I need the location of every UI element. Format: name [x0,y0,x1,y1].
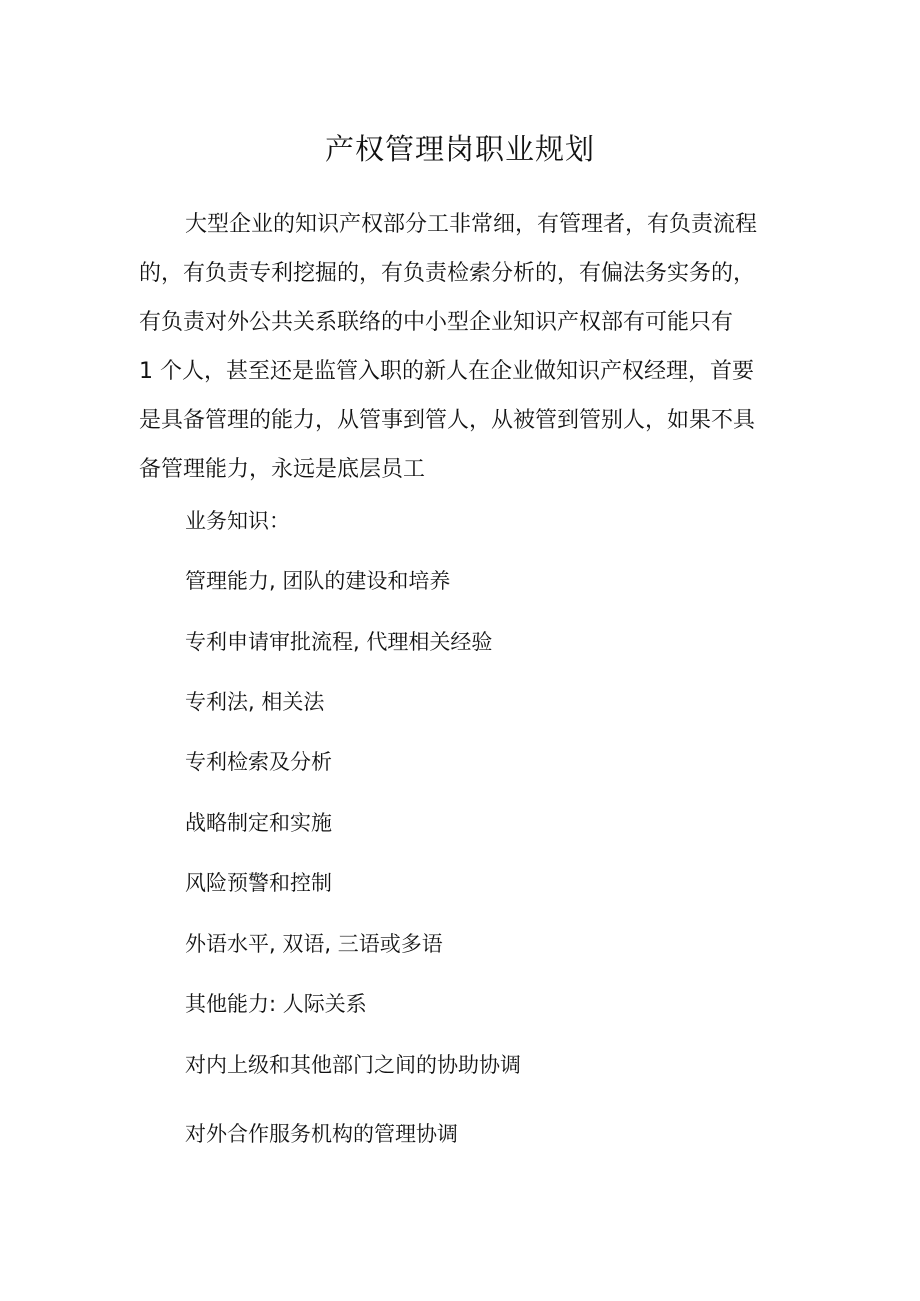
document-title: 产权管理岗职业规划 [324,132,595,166]
intro-line: 大型企业的知识产权部分工非常细，有管理者，有负责流程 [185,212,758,237]
list-item: 风险预警和控制 [185,871,332,895]
list-item: 管理能力, 团队的建设和培养 [185,569,451,593]
list-item: 专利法, 相关法 [185,690,325,714]
list-item: 其他能力: 人际关系 [185,992,367,1016]
list-item: 业务知识： [185,509,290,533]
intro-paragraph [139,200,799,494]
list-item: 对内上级和其他部门之间的协助协调 [185,1053,521,1077]
list-item: 战略制定和实施 [185,811,332,835]
intro-line: 1 个人，甚至还是监管入职的新人在企业做知识产权经理，首要 [139,359,754,384]
intro-line: 有负责对外公共关系联络的中小型企业知识产权部有可能只有 [139,310,734,335]
list-item: 外语水平, 双语, 三语或多语 [185,932,443,956]
list-item: 专利检索及分析 [185,750,332,774]
list-item: 专利申请审批流程, 代理相关经验 [185,630,493,654]
intro-line: 是具备管理的能力，从管事到管人，从被管到管别人，如果不具 [139,408,756,433]
intro-line: 的，有负责专利挖掘的，有负责检索分析的，有偏法务实务的， [139,261,756,286]
intro-line: 备管理能力，永远是底层员工 [139,457,426,482]
list-item: 对外合作服务机构的管理协调 [185,1122,458,1146]
